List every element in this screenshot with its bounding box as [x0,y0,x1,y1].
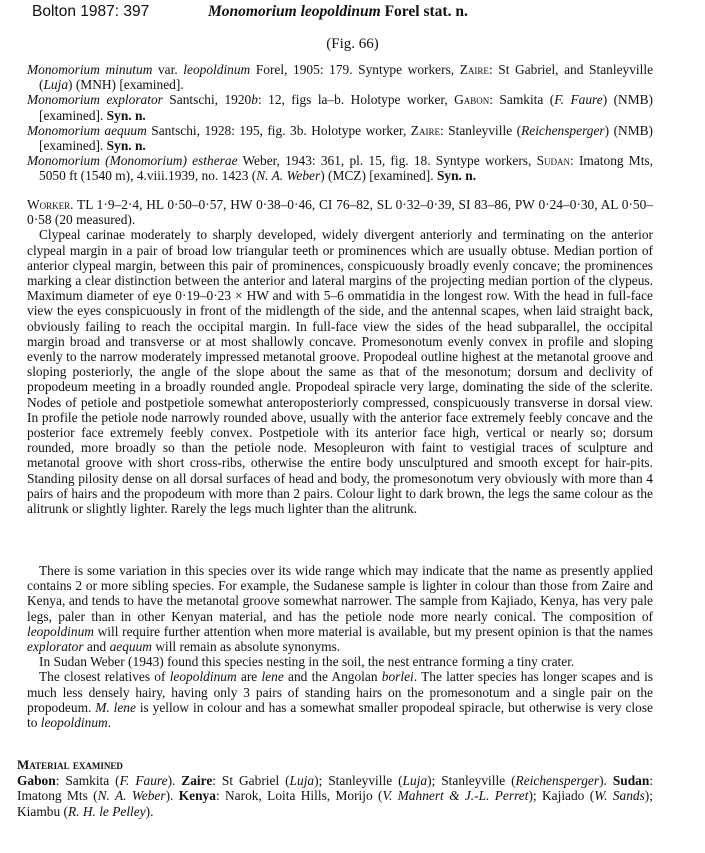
discussion-paragraph: There is some variation in this species over its wide range which may indicate that the name as presently applied contains 2 or more sibling species. For example, the Sudanese sample is lighter in colour than those from Zaire and Kenya, and tends to have the metanotal groove somewhat narrower. The sample from Kajiado, Kenya, has very pale legs, paler than in other Kenyan material, and has the petiole node more nearly conical. The composition of leopoldinum will require further attention when more material is available, but my present opinion is that the names explorator and aequum will remain as absolute synonyms. [27,563,653,655]
discussion-paragraph: The closest relatives of leopoldinum are lene and the Angolan borlei. The latter species has longer scapes and is much less densely hairy, having only 3 pairs of standing hairs on the promesonotum and a single pair on the propodeum. M. lene is yellow in colour and has a somewhat smaller propodeal spiracle, but otherwise is very close to leopoldinum. [27,669,653,731]
worker-label: Worker. [27,197,74,212]
species-title [208,4,468,19]
discussion-paragraph: In Sudan Weber (1943) found this species nesting in the soil, the nest entrance forming a tiny crater. [39,654,575,670]
species-status: stat. n. [423,3,468,20]
worker-description-section [27,197,653,516]
measurements-text: TL 1·9–2·4, HL 0·50–0·57, HW 0·38–0·46, CI 76–82, SL 0·32–0·39, SI 83–86, PW 0·24–0·30, AL 0·50–0·58 (20 measured). [27,197,653,228]
species-author: Forel [384,3,420,20]
synonym-entry [27,62,653,92]
worker-measurements [27,197,653,227]
material-examined-section [17,757,653,819]
citation-source: Bolton 1987: 397 [32,3,150,20]
figure-reference: (Fig. 66) [326,36,379,52]
synonym-entry [27,153,653,183]
synonym-name: Monomorium (Monomorium) estherae [27,153,238,169]
synonym-name: Monomorium explorator [27,92,163,108]
discussion-section [27,563,653,730]
material-list [17,773,653,819]
material-text: Gabon: Samkita (F. Faure). Zaire: St Gabriel (Luja); Stanleyville (Luja); Stanleyville (Reichensperger). Sudan: Imatong Mts (N. A. Weber). Kenya: Narok, Loita Hills, Morijo (V. Mahnert & J.-L. Perret); Kajiado (W. Sands); Kiambu (R. H. le Pelley). [17,773,654,819]
synonym-details: Weber, 1943: 361, pl. 15, fig. 18. Syntype workers, Sudan: Imatong Mts, 5050 ft (1540 m), 4.viii.1939, no. 1423 (N. A. Weber) (MCZ) [examined]. Syn. n. [39,153,653,184]
synonym-entry [27,92,653,122]
material-heading: Material examined [17,757,123,772]
synonym-details: Santschi, 1920b: 12, figs la–b. Holotype worker, Gabon: Samkita (F. Faure) (NMB) [examined]. Syn. n. [39,92,654,123]
synonym-entry [27,123,653,153]
synonymy-list [27,62,653,184]
synonym-details: Santschi, 1928: 195, fig. 3b. Holotype worker, Zaire: Stanleyville (Reichensperger) (NMB) [examined]. Syn. n. [39,122,654,154]
synonym-details: var. leopoldinum Forel, 1905: 179. Syntype workers, Zaire: St Gabriel, and Stanleyville (Luja) (MNH) [examined]. [39,62,654,93]
species-name: Monomorium leopoldinum [208,3,381,20]
synonym-name: Monomorium minutum [27,62,153,77]
worker-description: Clypeal carinae moderately to sharply developed, widely divergent anteriorly and terminating on the anterior clypeal margin in a pair of broad low triangular teeth or prominences which are usually obtuse. Median portion of anterior clypeal margin, between this pair of prominences, conspicuously broadly evenly concave; the prominences marking a clear distinction between the anterior and lateral margins of the projecting median portion of the clypeus. Maximum diameter of eye 0·19–0·23 × HW and with 5–6 ommatidia in the longest row. With the head in full-face view the eyes conspicuously in front of the midlength of the side, and the antennal scapes, when laid straight back, obviously failing to reach the occipital margin. In full-face view the sides of the head subparallel, the occipital margin broad and transverse or at most shallowly concave. Promesonotum evenly convex in profile and sloping evenly to the narrow moderately impressed metanotal groove. Propodeal outline highest at the metanotal groove and sloping posteriorly, the angle of the slope about the same as that of the mesonotum; dorsum and declivity of propodeum meeting in a broadly rounded angle. Propodeal spiracle very large, dominating the side of the sclerite. Nodes of petiole and postpetiole somewhat anteroposteriorly compressed, conspicuously transverse in dorsal view. In profile the petiole node narrowly rounded above, usually with the anterior face extremely feebly concave and the posterior face extremely feebly convex. Postpetiole with its anterior face high, vertical or nearly so; dorsum rounded, more broadly so than the petiole node. Mesopleuron with faint to vestigial traces of sculpture and metanotal groove with short cross-ribs, otherwise the entire body unsculptured and smooth except for hair-pits. Standing pilosity dense on all dorsal surfaces of head and body, the promesonotum very obviously with more than 4 pairs of hairs and the propodeum with more than 2 pairs. Colour light to dark brown, the legs the same colour as the alitrunk or slightly lighter. Rarely the legs much lighter than the alitrunk. [27,227,653,517]
synonym-name: Monomorium aequum [27,122,147,138]
